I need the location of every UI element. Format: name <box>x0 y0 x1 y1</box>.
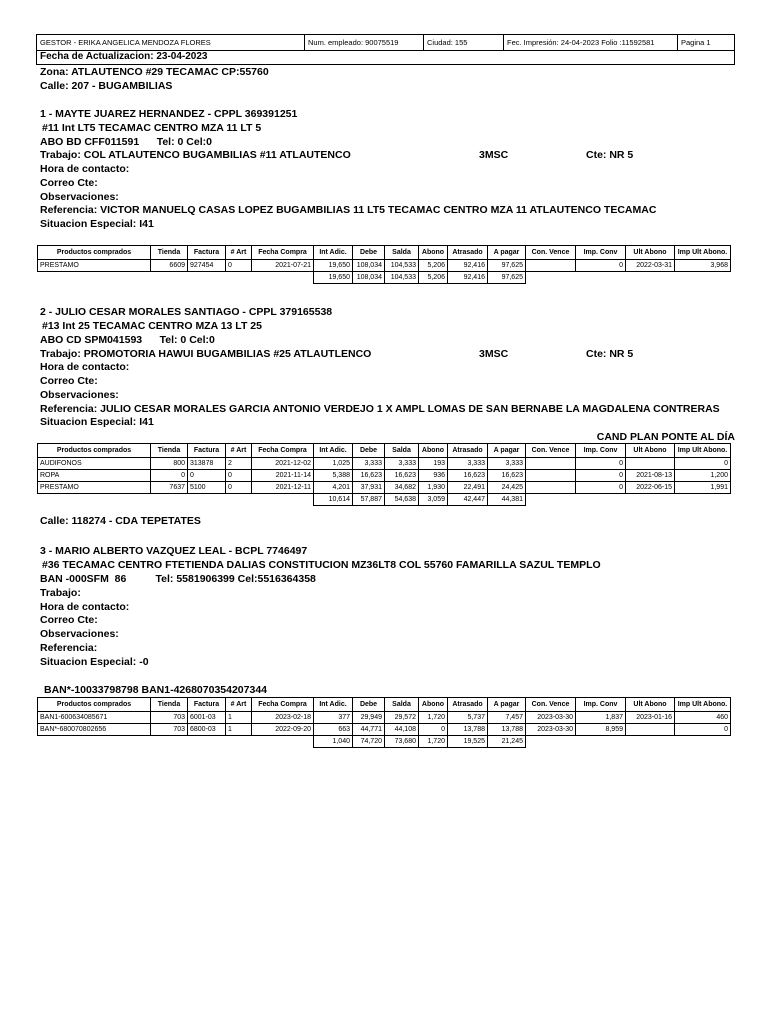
client-email: Correo Cte: <box>40 375 98 387</box>
table-cell: 313878 <box>188 458 226 470</box>
column-header: Factura <box>188 246 226 260</box>
table-cell: 460 <box>675 712 731 724</box>
total-cell: 3,059 <box>419 494 448 506</box>
table-cell: 0 <box>188 470 226 482</box>
total-cell: 21,245 <box>488 736 526 748</box>
empty-cell <box>188 272 226 284</box>
table-cell: 0 <box>675 724 731 736</box>
column-header: Ult Abono <box>626 698 675 712</box>
client-msc: 3MSC <box>479 348 509 360</box>
table-cell: 0 <box>151 470 188 482</box>
column-header: Tienda <box>151 246 188 260</box>
total-cell: 108,034 <box>353 272 385 284</box>
contact-hour: Hora de contacto: <box>40 163 130 175</box>
total-cell: 104,533 <box>385 272 419 284</box>
table-cell: 1,837 <box>576 712 626 724</box>
table-cell: 0 <box>675 458 731 470</box>
table-cell: BAN*-680070802656 <box>38 724 151 736</box>
gestor-cell: GESTOR - ERIKA ANGELICA MENDOZA FLORES <box>37 35 305 50</box>
column-header: Ult Abono <box>626 246 675 260</box>
table-cell: 6800-03 <box>188 724 226 736</box>
observations: Observaciones: <box>40 628 119 640</box>
page-number-cell: Pagina 1 <box>681 38 711 47</box>
table-row <box>38 712 731 724</box>
client-name: 1 - MAYTE JUAREZ HERNANDEZ - CPPL 369391251 <box>40 108 298 120</box>
column-header: Int Adic. <box>314 246 353 260</box>
street-line: Calle: 207 - BUGAMBILIAS <box>40 80 173 92</box>
table-cell: 1 <box>226 724 252 736</box>
table-cell: 2021-08-13 <box>626 470 675 482</box>
empty-cell <box>252 272 314 284</box>
table-cell: 3,333 <box>353 458 385 470</box>
table-cell: 703 <box>151 712 188 724</box>
table-row <box>38 470 731 482</box>
column-header: Imp. Conv <box>576 444 626 458</box>
column-header: Con. Vence <box>526 444 576 458</box>
total-cell: 73,680 <box>385 736 419 748</box>
client-work: Trabajo: <box>40 587 81 599</box>
column-header: Salda <box>385 246 419 260</box>
table-header-row <box>38 698 731 712</box>
table-cell: AUDIFONOS <box>38 458 151 470</box>
empty-cell <box>576 494 626 506</box>
observations: Observaciones: <box>40 191 119 203</box>
table-cell: 16,623 <box>448 470 488 482</box>
table-cell: 16,623 <box>488 470 526 482</box>
client-name: 2 - JULIO CESAR MORALES SANTIAGO - CPPL 379165538 <box>40 306 333 318</box>
total-cell: 74,720 <box>353 736 385 748</box>
table-cell: 16,623 <box>385 470 419 482</box>
table-cell: 663 <box>314 724 353 736</box>
total-cell: 44,381 <box>488 494 526 506</box>
table-cell: 8,959 <box>576 724 626 736</box>
empty-cell <box>675 494 731 506</box>
total-cell: 19,525 <box>448 736 488 748</box>
empty-cell <box>626 736 675 748</box>
bank-accounts: BAN*-10033798798 BAN1-4268070354207344 <box>44 684 268 696</box>
table-cell: 3,333 <box>488 458 526 470</box>
client-work: Trabajo: PROMOTORIA HAWUI BUGAMBILIAS #25 ATLAUTLENCO <box>40 348 372 360</box>
observations: Observaciones: <box>40 389 119 401</box>
empty-cell <box>526 736 576 748</box>
empty-cell <box>576 272 626 284</box>
table-cell: 0 <box>576 458 626 470</box>
column-header: Fecha Compra <box>252 444 314 458</box>
table-header-row <box>38 246 731 260</box>
empty-cell <box>526 494 576 506</box>
client-account: ABO BD CFF011591 Tel: 0 Cel:0 <box>40 136 212 148</box>
column-header: Tienda <box>151 698 188 712</box>
table-cell: BAN1-600634085671 <box>38 712 151 724</box>
client-email: Correo Cte: <box>40 177 98 189</box>
table-cell: 2022-09-20 <box>252 724 314 736</box>
total-cell: 97,625 <box>488 272 526 284</box>
empty-cell <box>151 272 188 284</box>
table-cell: 1,025 <box>314 458 353 470</box>
column-header: Atrasado <box>448 698 488 712</box>
table-cell: 29,572 <box>385 712 419 724</box>
table-cell: 0 <box>226 260 252 272</box>
report-header <box>36 34 735 51</box>
table-cell: 2021-11-14 <box>252 470 314 482</box>
total-cell: 54,638 <box>385 494 419 506</box>
client-msc: 3MSC <box>479 149 509 161</box>
client-address: #13 Int 25 TECAMAC CENTRO MZA 13 LT 25 <box>42 320 262 332</box>
table-row <box>38 260 731 272</box>
column-header: Con. Vence <box>526 698 576 712</box>
table-cell: 16,623 <box>353 470 385 482</box>
empty-cell <box>526 272 576 284</box>
column-header: Int Adic. <box>314 698 353 712</box>
table-cell: 0 <box>226 482 252 494</box>
column-header: Imp. Conv <box>576 698 626 712</box>
column-header: Con. Vence <box>526 246 576 260</box>
table-cell: 0 <box>419 724 448 736</box>
total-cell: 1,040 <box>314 736 353 748</box>
table-cell: 1,720 <box>419 712 448 724</box>
table-cell: 6001-03 <box>188 712 226 724</box>
table-cell: 13,788 <box>448 724 488 736</box>
column-header: Imp. Conv <box>576 246 626 260</box>
client-cte: Cte: NR 5 <box>586 149 634 161</box>
column-header: Fecha Compra <box>252 698 314 712</box>
table-cell: 1,930 <box>419 482 448 494</box>
contact-hour: Hora de contacto: <box>40 601 130 613</box>
empty-cell <box>226 272 252 284</box>
table-cell <box>526 482 576 494</box>
column-header: # Art <box>226 698 252 712</box>
column-header: Salda <box>385 698 419 712</box>
city-cell: Ciudad: 155 <box>424 35 504 50</box>
client-address: #36 TECAMAC CENTRO FTETIENDA DALIAS CONSTITUCION MZ36LT8 COL 55760 FAMARILLA SAZUL TEMPLO <box>42 559 601 571</box>
table-cell: 24,425 <box>488 482 526 494</box>
table-cell: 2022-03-31 <box>626 260 675 272</box>
table-cell: 1 <box>226 712 252 724</box>
client-account: ABO CD SPM041593 Tel: 0 Cel:0 <box>40 334 215 346</box>
table-cell: 703 <box>151 724 188 736</box>
totals-row <box>38 736 731 748</box>
column-header: Atrasado <box>448 444 488 458</box>
table-cell: 7,457 <box>488 712 526 724</box>
table-cell: 5100 <box>188 482 226 494</box>
contact-hour: Hora de contacto: <box>40 361 130 373</box>
column-header: # Art <box>226 246 252 260</box>
totals-row <box>38 494 731 506</box>
special-situation: Situacion Especial: -0 <box>40 656 149 668</box>
special-situation: Situacion Especial: I41 <box>40 218 154 230</box>
table-cell: 7637 <box>151 482 188 494</box>
empty-cell <box>226 736 252 748</box>
table-cell: 3,333 <box>385 458 419 470</box>
total-cell: 42,447 <box>448 494 488 506</box>
column-header: Productos comprados <box>38 698 151 712</box>
table-cell: 97,625 <box>488 260 526 272</box>
empty-cell <box>626 272 675 284</box>
client-address: #11 Int LT5 TECAMAC CENTRO MZA 11 LT 5 <box>42 122 262 134</box>
zone-line: Zona: ATLAUTENCO #29 TECAMAC CP:55760 <box>40 66 269 78</box>
table-cell: 13,788 <box>488 724 526 736</box>
column-header: Abono <box>419 698 448 712</box>
column-header: A pagar <box>488 444 526 458</box>
special-situation: Situacion Especial: I41 <box>40 416 154 428</box>
empty-cell <box>252 736 314 748</box>
purchases-table <box>37 245 731 284</box>
table-cell: 927454 <box>188 260 226 272</box>
total-cell: 5,206 <box>419 272 448 284</box>
employee-number-cell: Num. empleado: 90075519 <box>305 35 424 50</box>
column-header: Debe <box>353 444 385 458</box>
table-cell <box>526 470 576 482</box>
table-cell: 936 <box>419 470 448 482</box>
purchases-table <box>37 697 731 748</box>
column-header: Salda <box>385 444 419 458</box>
table-cell: 0 <box>576 470 626 482</box>
column-header: Atrasado <box>448 246 488 260</box>
empty-cell <box>188 736 226 748</box>
table-cell <box>626 724 675 736</box>
total-cell: 92,416 <box>448 272 488 284</box>
plan-candidate-note: CAND PLAN PONTE AL DÍA <box>596 431 735 443</box>
column-header: A pagar <box>488 698 526 712</box>
table-cell: 0 <box>576 260 626 272</box>
empty-cell <box>38 272 151 284</box>
table-cell: 2023-03-30 <box>526 724 576 736</box>
empty-cell <box>675 272 731 284</box>
reference: Referencia: <box>40 642 98 654</box>
table-cell: 2023-01-16 <box>626 712 675 724</box>
table-cell: 5,737 <box>448 712 488 724</box>
client-account: BAN -000SFM 86 Tel: 5581906399 Cel:5516364358 <box>40 573 316 585</box>
table-cell: 34,682 <box>385 482 419 494</box>
table-row <box>38 724 731 736</box>
table-cell <box>526 260 576 272</box>
column-header: Imp Ult Abono. <box>675 444 731 458</box>
table-row <box>38 482 731 494</box>
table-cell: 108,034 <box>353 260 385 272</box>
column-header: Factura <box>188 444 226 458</box>
column-header: Fecha Compra <box>252 246 314 260</box>
column-header: Ult Abono <box>626 444 675 458</box>
table-cell: 2021-12-11 <box>252 482 314 494</box>
empty-cell <box>38 736 151 748</box>
table-cell: 19,650 <box>314 260 353 272</box>
street-line: Calle: 118274 - CDA TEPETATES <box>40 515 201 527</box>
totals-row <box>38 272 731 284</box>
total-cell: 1,720 <box>419 736 448 748</box>
table-cell: 5,206 <box>419 260 448 272</box>
column-header: Imp Ult Abono. <box>675 246 731 260</box>
table-cell <box>526 458 576 470</box>
column-header: Debe <box>353 698 385 712</box>
table-cell: 0 <box>576 482 626 494</box>
table-cell: 3,333 <box>448 458 488 470</box>
table-cell: 6609 <box>151 260 188 272</box>
column-header: Int Adic. <box>314 444 353 458</box>
empty-cell <box>252 494 314 506</box>
table-cell: 44,108 <box>385 724 419 736</box>
empty-cell <box>226 494 252 506</box>
empty-cell <box>151 494 188 506</box>
table-cell: 800 <box>151 458 188 470</box>
purchases-table <box>37 443 731 506</box>
table-cell: 4,201 <box>314 482 353 494</box>
total-cell: 10,614 <box>314 494 353 506</box>
table-cell: 2023-02-18 <box>252 712 314 724</box>
table-cell: 2022-06-15 <box>626 482 675 494</box>
client-email: Correo Cte: <box>40 614 98 626</box>
column-header: Imp Ult Abono. <box>675 698 731 712</box>
table-cell: 2 <box>226 458 252 470</box>
table-cell: 1,991 <box>675 482 731 494</box>
total-cell: 57,887 <box>353 494 385 506</box>
table-cell: ROPA <box>38 470 151 482</box>
table-cell: 22,491 <box>448 482 488 494</box>
table-cell: 2023-03-30 <box>526 712 576 724</box>
empty-cell <box>626 494 675 506</box>
column-header: Factura <box>188 698 226 712</box>
column-header: A pagar <box>488 246 526 260</box>
client-cte: Cte: NR 5 <box>586 348 634 360</box>
table-cell: 5,388 <box>314 470 353 482</box>
table-header-row <box>38 444 731 458</box>
print-date-cell: Fec. Impresión: 24-04-2023 Folio :11592581 <box>504 35 678 50</box>
empty-cell <box>675 736 731 748</box>
column-header: # Art <box>226 444 252 458</box>
table-cell: 377 <box>314 712 353 724</box>
column-header: Debe <box>353 246 385 260</box>
table-cell: 1,200 <box>675 470 731 482</box>
total-cell: 19,650 <box>314 272 353 284</box>
table-cell: 37,931 <box>353 482 385 494</box>
table-row <box>38 458 731 470</box>
update-date: Fecha de Actualizacion: 23-04-2023 <box>36 51 735 65</box>
table-cell: PRESTAMO <box>38 482 151 494</box>
column-header: Productos comprados <box>38 444 151 458</box>
table-cell <box>626 458 675 470</box>
empty-cell <box>576 736 626 748</box>
table-cell: 92,416 <box>448 260 488 272</box>
empty-cell <box>38 494 151 506</box>
table-cell: 44,771 <box>353 724 385 736</box>
client-work: Trabajo: COL ATLAUTENCO BUGAMBILIAS #11 ATLAUTENCO <box>40 149 351 161</box>
reference: Referencia: VICTOR MANUELQ CASAS LOPEZ BUGAMBILIAS 11 LT5 TECAMAC CENTRO MZA 11 ATLAUTENCO TECAMAC <box>40 204 657 216</box>
client-name: 3 - MARIO ALBERTO VAZQUEZ LEAL - BCPL 7746497 <box>40 545 308 557</box>
column-header: Productos comprados <box>38 246 151 260</box>
reference: Referencia: JULIO CESAR MORALES GARCIA ANTONIO VERDEJO 1 X AMPL LOMAS DE SAN BERNABE LA MAGDALENA CONTRERAS <box>40 403 720 415</box>
table-cell: 3,968 <box>675 260 731 272</box>
table-cell: 2021-12-02 <box>252 458 314 470</box>
table-cell: 2021-07-21 <box>252 260 314 272</box>
table-cell: 104,533 <box>385 260 419 272</box>
table-cell: PRESTAMO <box>38 260 151 272</box>
empty-cell <box>151 736 188 748</box>
table-cell: 29,949 <box>353 712 385 724</box>
table-cell: 0 <box>226 470 252 482</box>
column-header: Abono <box>419 444 448 458</box>
empty-cell <box>188 494 226 506</box>
table-cell: 193 <box>419 458 448 470</box>
column-header: Tienda <box>151 444 188 458</box>
column-header: Abono <box>419 246 448 260</box>
